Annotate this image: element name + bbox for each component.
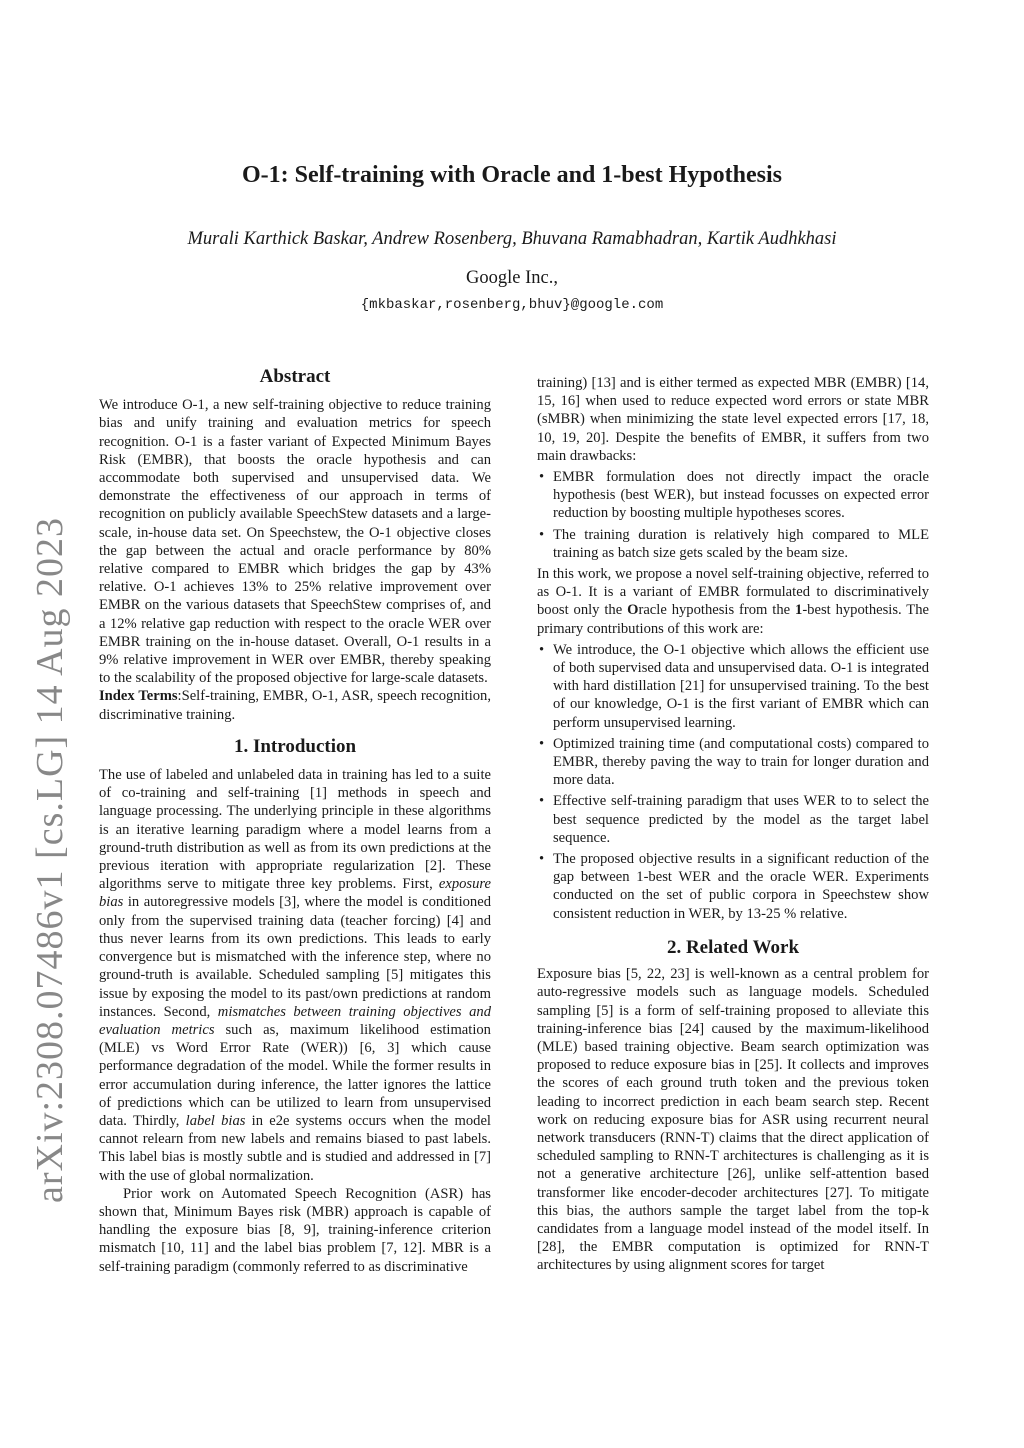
label-bias-term: label bias bbox=[185, 1112, 246, 1129]
exposure-bias-term: exposure bias bbox=[99, 876, 491, 911]
bold-o: O bbox=[627, 602, 639, 619]
intro-p1-text-a: The use of labeled and unlabeled data in training has led to a suite of co-training and self-training [1] methods in speech and language processing. The underlying principle in these algorithms is an iterative learning paradigm where a model learns from a ground-truth distribution as well as from its own predictions at the previous iteration with appropriate regularization [2]. These algorithms serve to mitigate three key problems. First, bbox=[99, 767, 491, 893]
intro-paragraph-1 bbox=[99, 766, 491, 1185]
abstract-text: We introduce O-1, a new self-training objective to reduce training bias and unify training and evaluation metrics for speech recognition. O-1 is a faster variant of Expected Minimum Bayes Risk (EMBR), that boosts the oracle hypothesis and can accommodate both supervised and unsupervised data. We demonstrate the effectiveness of our approach in terms of recognition on publicly available SpeechStew datasets and a large-scale, in-house data set. On Speechstew, the O-1 objective closes the gap between the actual and oracle performance by 80% relative compared to EMBR which bridges the gap by 43% relative. O-1 achieves 13% to 25% relative improvement over EMBR on the various datasets that SpeechStew comprises of, and a 12% relative gap reduction with respect to the oracle WER over EMBR training on the in-house dataset. Overall, O-1 results in a 9% relative improvement in WER over EMBR, thereby speaking to the scalability of the proposed objective for large-scale datasets. bbox=[99, 397, 491, 687]
author-emails: {mkbaskar,rosenberg,bhuv}@google.com bbox=[360, 297, 664, 313]
intro-paragraph-3: training) [13] and is either termed as expected MBR (EMBR) [14, 15, 16] when used to reduce expected word errors or state MBR (sMBR) when minimizing the state level expected errors [17, 18, 10, 19, 20]. Despite the benefits of EMBR, it suffers from two main drawbacks: bbox=[537, 375, 929, 464]
intro-paragraph-4 bbox=[537, 565, 929, 638]
affiliation: Google Inc., bbox=[466, 268, 558, 288]
intro-p1-text-c: such as, maximum likelihood estimation (MLE) vs Word Error Rate (WER)) [6, 3] which cause performance degradation of the model. While the former results in error accumulation during inference, the latter ignores the lattice of predictions which can be utilized to learn from unsupervised data. Thirdly, bbox=[99, 1021, 491, 1129]
paper-title: O-1: Self-training with Oracle and 1-best Hypothesis bbox=[242, 162, 782, 188]
list-item: • Effective self-training paradigm that uses WER to to select the best sequence predicted by the model as the target label sequence. bbox=[537, 792, 929, 847]
list-item: • We introduce, the O-1 objective which allows the efficient use of both supervised data and unsupervised data. O-1 is integrated with hard distillation [21] for unsupervised training. To the best of our knowledge, O-1 is the first variant of EMBR which can perform unsupervised learning. bbox=[537, 641, 929, 732]
contributions-list bbox=[537, 641, 929, 923]
list-item: • Optimized training time (and computational costs) compared to EMBR, thereby paving the way to train for longer duration and more data. bbox=[537, 735, 929, 790]
intro-p4-text-c: -best hypothesis. The primary contributions of this work are: bbox=[537, 602, 929, 637]
drawbacks-list bbox=[537, 468, 929, 562]
list-item: • The proposed objective results in a significant reduction of the gap between 1-best WER and the oracle WER. Experiments conducted on the set of public corpora in Speechstew show consistent reduction in WER, by 13-25 % relative. bbox=[537, 850, 929, 923]
introduction-heading: 1. Introduction bbox=[233, 735, 357, 757]
arxiv-stamp: arXiv:2308.07486v1 [cs.LG] 14 Aug 2023 bbox=[29, 516, 71, 1204]
intro-p1-text-d: in e2e systems occurs when the model cannot relearn from new labels and remains biased to past labels. This label bias is mostly subtle and is studied and addressed in [7] with the use of global normalization. bbox=[99, 1112, 491, 1184]
related-work-paragraph: Exposure bias [5, 22, 23] is well-known as a central problem for auto-regressive models such as language models. Scheduled sampling [5] is a form of self-training proposed to alleviate this training-inference bias [24] caused by the maximum-likelihood (MLE) based training objective. Beam search optimization was proposed to reduce exposure bias in [25]. It collects and improves the scores of each ground truth token and the previous token leading to incorrect prediction in each beam search step. Recent work on reducing exposure bias for ASR using recurrent neural network transducers (RNN-T) claims that the direct application of scheduled sampling to RNN-T architectures is challenging as it is not a generative architecture [26], unlike self-attention based transformer like encoder-decoder architectures [27]. To mitigate this bias, the authors sample the target label from the top-k candidates from a language model instead of the model itself. In [28], the EMBR computation is optimized for RNN-T architectures by using alignment scores for target bbox=[537, 966, 929, 1274]
abstract-body bbox=[99, 396, 491, 724]
index-terms-label: Index Terms bbox=[99, 688, 178, 705]
mismatch-term: mismatches between training objectives and evaluation metrics bbox=[99, 1003, 491, 1038]
abstract-heading: Abstract bbox=[259, 366, 331, 387]
author-list: Murali Karthick Baskar, Andrew Rosenberg, Bhuvana Ramabhadran, Kartik Audhkhasi bbox=[187, 229, 837, 249]
list-item: • The training duration is relatively high compared to MLE training as batch size gets scaled by the beam size. bbox=[537, 526, 929, 562]
right-column bbox=[537, 374, 929, 1275]
intro-p4-text-a: In this work, we propose a novel self-training objective, referred to as O-1. It is a variant of EMBR formulated to discriminatively boost only the bbox=[537, 566, 929, 619]
left-column bbox=[99, 368, 491, 1276]
intro-p1-text-b: in autoregressive models [3], where the model is conditioned only from the supervised training data (teacher forcing) [4] and thus never learns from its own predictions. This leads to early convergence but is mismatched with the inference step, where no ground-truth is available. Scheduled sampling [5] mitigates this issue by exposing the model to its past/own predictions at random instances. Second, bbox=[99, 894, 491, 1020]
bold-1: 1 bbox=[795, 602, 803, 619]
intro-p4-text-b: racle hypothesis from the bbox=[638, 602, 796, 619]
intro-paragraph-2: Prior work on Automated Speech Recognition (ASR) has shown that, Minimum Bayes risk (MBR) approach is capable of handling the exposure bias [8, 9], training-inference criterion mismatch [10, 11] and the label bias problem [7, 12]. MBR is a self-training paradigm (commonly referred to as discriminative bbox=[99, 1185, 491, 1275]
index-terms: :Self-training, EMBR, O-1, ASR, speech recognition, discriminative training. bbox=[99, 688, 491, 723]
list-item: • EMBR formulation does not directly impact the oracle hypothesis (best WER), but instead focusses on expected error reduction by boosting multiple hypotheses scores. bbox=[537, 468, 929, 523]
related-work-heading: 2. Related Work bbox=[666, 936, 800, 958]
